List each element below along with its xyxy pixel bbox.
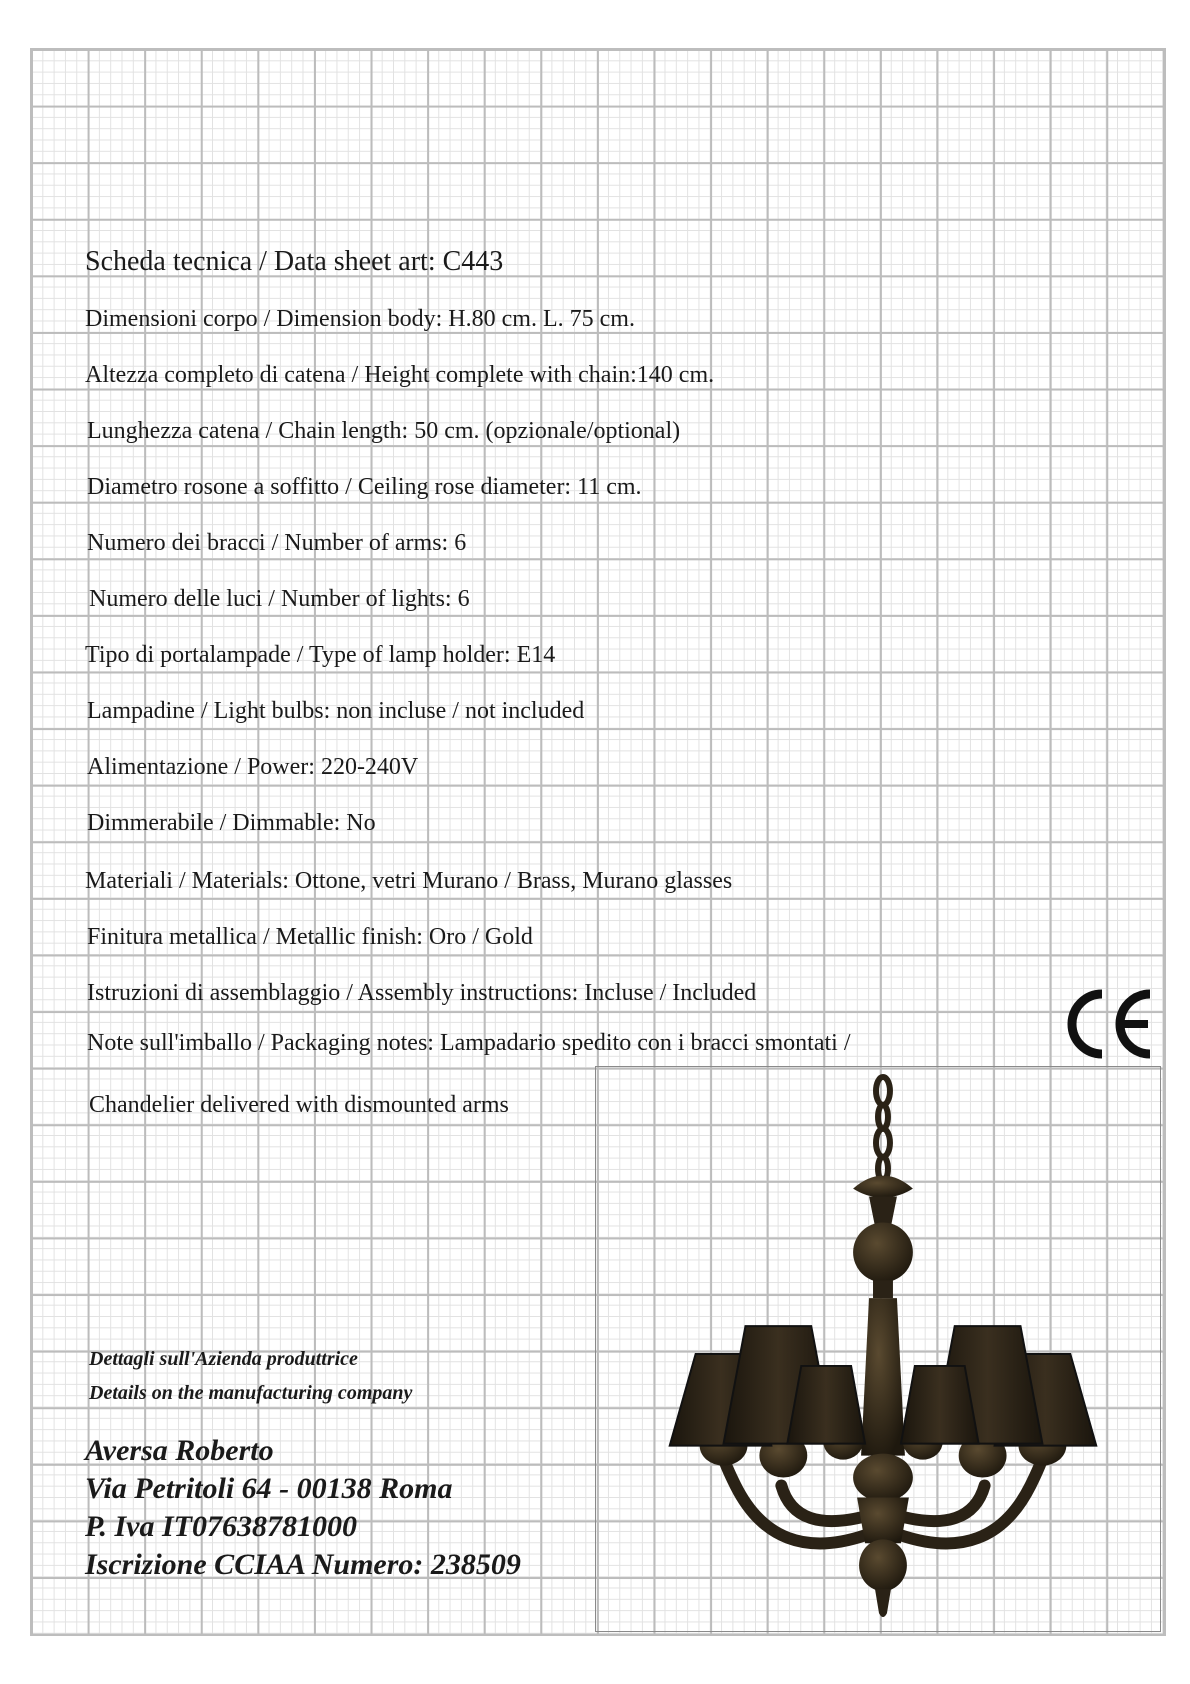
spec-assembly-instructions: Istruzioni di assemblaggio / Assembly instructions: Incluse / Included	[87, 980, 757, 1006]
company-name: Aversa Roberto	[85, 1434, 274, 1467]
spec-number-of-lights: Numero delle luci / Number of lights: 6	[89, 586, 470, 612]
spec-number-of-arms: Numero dei bracci / Number of arms: 6	[87, 530, 467, 556]
spec-power: Alimentazione / Power: 220-240V	[87, 754, 419, 780]
spec-lamp-holder: Tipo di portalampade / Type of lamp holder: E14	[85, 642, 556, 668]
spec-light-bulbs: Lampadine / Light bulbs: non incluse / not included	[87, 698, 585, 724]
spec-dimensions-body: Dimensioni corpo / Dimension body: H.80 cm. L. 75 cm.	[85, 306, 635, 332]
company-address: Via Petritoli 64 - 00138 Roma	[85, 1472, 453, 1505]
company-vat: P. Iva IT07638781000	[85, 1510, 357, 1543]
data-sheet-title: Scheda tecnica / Data sheet art: C443	[85, 246, 504, 277]
spec-packaging-notes-cont: Chandelier delivered with dismounted arms	[89, 1092, 509, 1118]
product-image-frame	[595, 1066, 1161, 1632]
spec-height-with-chain: Altezza completo di catena / Height complete with chain:140 cm.	[85, 362, 715, 388]
company-registration: Iscrizione CCIAA Numero: 238509	[85, 1548, 521, 1581]
company-heading-it: Dettagli sull'Azienda produttrice	[89, 1348, 358, 1370]
chandelier-image	[596, 1067, 1160, 1631]
spec-chain-length: Lunghezza catena / Chain length: 50 cm. (opzionale/optional)	[87, 418, 681, 444]
spec-packaging-notes: Note sull'imballo / Packaging notes: Lampadario spedito con i bracci smontati /	[87, 1030, 851, 1056]
spec-materials: Materiali / Materials: Ottone, vetri Murano / Brass, Murano glasses	[85, 868, 733, 894]
ce-mark-icon	[1062, 986, 1154, 1062]
spec-ceiling-rose-diameter: Diametro rosone a soffitto / Ceiling rose diameter: 11 cm.	[87, 474, 642, 500]
spec-metallic-finish: Finitura metallica / Metallic finish: Oro / Gold	[87, 924, 533, 950]
company-heading-en: Details on the manufacturing company	[89, 1382, 413, 1404]
spec-dimmable: Dimmerabile / Dimmable: No	[87, 810, 376, 836]
